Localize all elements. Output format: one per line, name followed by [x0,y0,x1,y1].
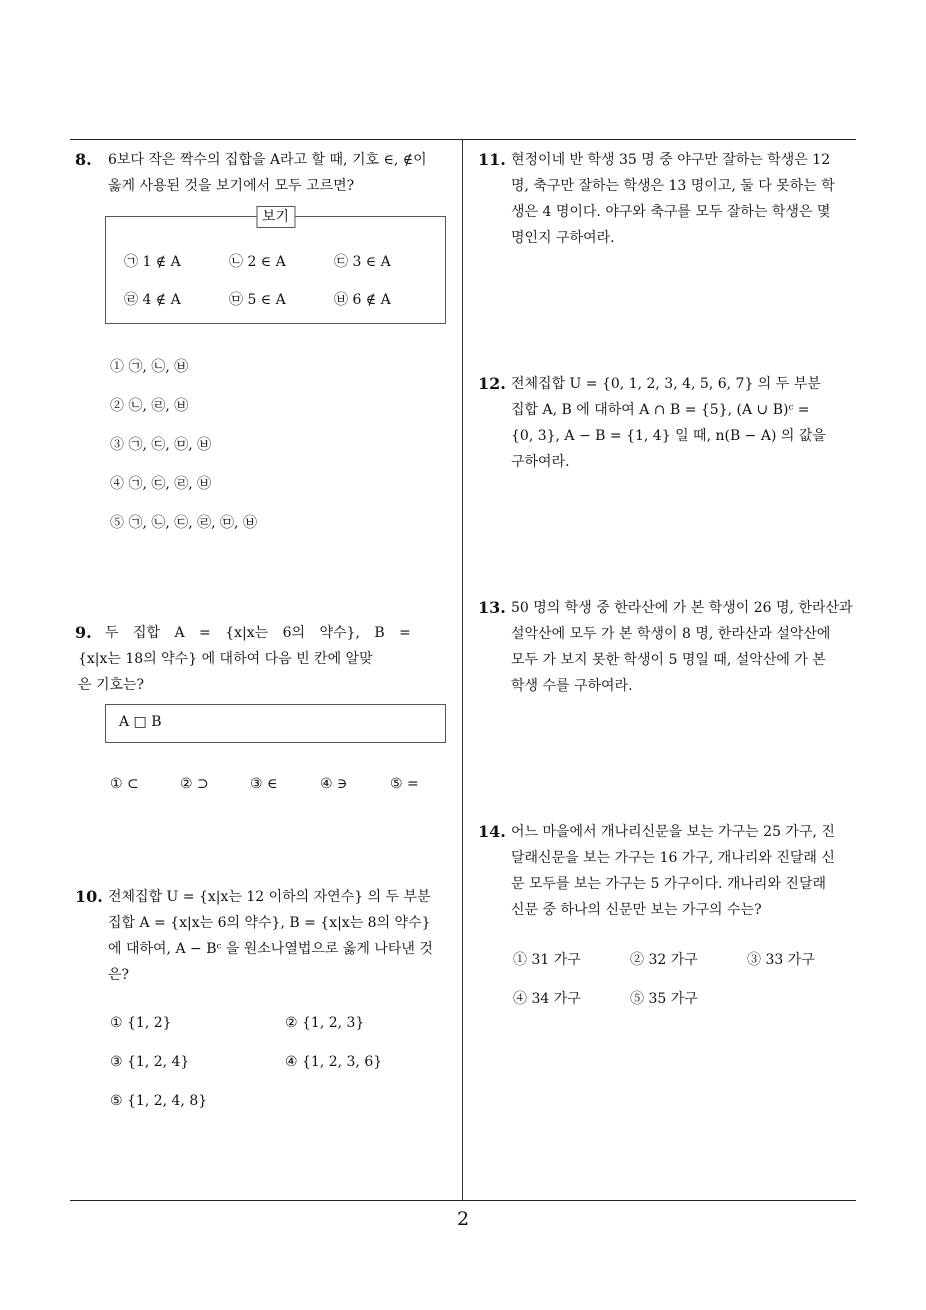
blank-box [105,704,446,743]
question-number: 13. [478,598,506,617]
answer-option[interactable]: ③ 33 가구 [747,952,815,968]
bogi-box [105,209,446,324]
answer-option[interactable]: ⑤ 35 가구 [630,991,698,1007]
bogi-title: 보기 [256,206,295,228]
question-12 [478,371,858,475]
answer-option[interactable]: ① ㉠, ㉡, ㉥ [110,359,189,375]
bogi-item: ㉥ 6 ∉ A [334,292,391,308]
bogi-item: ㉤ 5 ∈ A [229,292,286,308]
question-10 [75,884,455,988]
answer-option[interactable]: ① ⊂ [110,776,139,792]
page-number: 2 [456,1208,470,1230]
answer-option[interactable]: ③ ∈ [250,776,278,792]
answer-option[interactable]: ⑤ = [390,776,419,792]
question-stem: 두 집합 A = {x|x는 6의 약수}, B = {x|x는 18의 약수} 에 대하여 다음 빈 칸에 알맞 은 기호는? [78,625,411,693]
answer-option[interactable]: ④ ∋ [320,776,348,792]
question-9 [75,620,455,698]
question-stem: 어느 마을에서 개나리신문을 보는 가구는 25 가구, 진 달래신문을 보는 가구는 16 가구, 개나리와 진달래 신 문 모두를 보는 가구는 5 가구이다. 개나리와 진달래 신문 중 하나의 신문만 보는 가구의 수는? [511,824,835,918]
bogi-item: ㉠ 1 ∉ A [124,254,181,270]
answer-option[interactable]: ④ {1, 2, 3, 6} [285,1054,383,1070]
answer-option[interactable]: ② ㉡, ㉣, ㉥ [110,398,189,414]
question-11 [478,147,858,251]
question-number: 8. [75,150,92,169]
bottom-rule [70,1200,856,1201]
answer-option[interactable]: ② 32 가구 [630,952,698,968]
question-stem: 50 명의 학생 중 한라산에 가 본 학생이 26 명, 한라산과 설악산에 모두 가 본 학생이 8 명, 한라산과 설악산에 모두 가 보지 못한 학생이 5 명일 때, 설악산에 가 본 학생 수를 구하여라. [511,600,853,694]
answer-option[interactable]: ⑤ ㉠, ㉡, ㉢, ㉣, ㉤, ㉥ [110,515,257,531]
question-number: 10. [75,887,103,906]
question-14 [478,819,858,923]
answer-option[interactable]: ④ ㉠, ㉢, ㉣, ㉥ [110,476,212,492]
answer-option[interactable]: ③ ㉠, ㉢, ㉤, ㉥ [110,437,212,453]
question-stem: 현정이네 반 학생 35 명 중 야구만 잘하는 학생은 12 명, 축구만 잘하는 학생은 13 명이고, 둘 다 못하는 학 생은 4 명이다. 야구와 축구를 모두 잘하는 학생은 몇 명인지 구하여라. [511,152,835,246]
answer-option[interactable]: ② ⊃ [180,776,209,792]
bogi-item: ㉣ 4 ∉ A [124,292,181,308]
question-8 [75,147,455,199]
column-divider [462,139,463,1201]
answer-option[interactable]: ② {1, 2, 3} [285,1015,365,1031]
question-number: 12. [478,374,506,393]
question-stem: 6보다 작은 짝수의 집합을 A라고 할 때, 기호 ∈, ∉이 옳게 사용된 것을 보기에서 모두 고르면? [108,152,427,194]
answer-option[interactable]: ① {1, 2} [110,1015,172,1031]
question-stem: 전체집합 U = {0, 1, 2, 3, 4, 5, 6, 7} 의 두 부분 집합 A, B 에 대하여 A ∩ B = {5}, (A ∪ B)ᶜ = {0, 3}, A − B = {1, 4} 일 때, n(B − A) 의 값을 구하여라. [511,376,826,470]
blank-expression: A □ B [119,714,162,730]
answer-option[interactable]: ④ 34 가구 [513,991,581,1007]
question-number: 9. [75,623,92,642]
question-stem: 전체집합 U = {x|x는 12 이하의 자연수} 의 두 부분 집합 A = {x|x는 6의 약수}, B = {x|x는 8의 약수} 에 대하여, A − Bᶜ 을 원소나열법으로 옳게 나타낸 것 은? [108,889,433,983]
answer-option[interactable]: ① 31 가구 [513,952,581,968]
question-number: 14. [478,822,506,841]
question-number: 11. [478,150,506,169]
bogi-item: ㉢ 3 ∈ A [334,254,391,270]
answer-option[interactable]: ③ {1, 2, 4} [110,1054,190,1070]
answer-option[interactable]: ⑤ {1, 2, 4, 8} [110,1093,208,1109]
top-rule [70,139,856,140]
bogi-item: ㉡ 2 ∈ A [229,254,286,270]
question-13 [478,595,858,699]
